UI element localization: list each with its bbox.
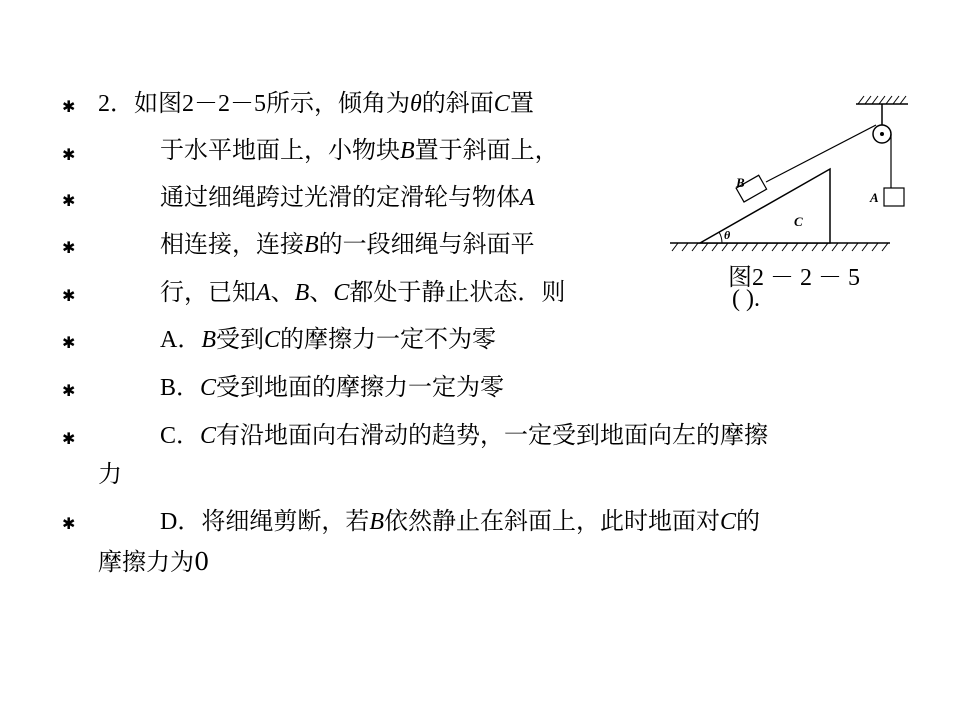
text: 通过细绳跨过光滑的定滑轮与物体 <box>160 183 520 211</box>
var-b: B <box>400 138 415 164</box>
question-number: 2． <box>98 91 134 117</box>
text: 有沿地面向右滑动的趋势，一定受到地面向左的摩擦 <box>216 421 769 449</box>
label-c: C <box>794 214 803 229</box>
var-a: A <box>256 280 271 306</box>
text: 力 <box>98 460 122 488</box>
option-label: B． <box>160 375 201 401</box>
text: 将细绳剪断，若 <box>201 507 370 535</box>
option-d-continuation <box>98 545 209 579</box>
bullet: ✱ <box>62 381 76 400</box>
option-label: A． <box>160 327 202 353</box>
bullet: ✱ <box>62 514 76 533</box>
var-c: C <box>200 375 217 401</box>
option-b[interactable] <box>98 370 504 405</box>
var-c: C <box>333 280 350 306</box>
figure-ref: 2－2－5 <box>182 91 266 117</box>
question-line-5 <box>98 275 565 310</box>
bullet: ✱ <box>62 429 76 448</box>
var-b: B <box>201 327 217 353</box>
option-d[interactable] <box>98 504 760 539</box>
text: 行，已知 <box>160 278 256 306</box>
bullet: ✱ <box>62 191 76 210</box>
incline-pulley-diagram <box>660 92 920 262</box>
option-c-continuation <box>98 457 122 491</box>
var-b: B <box>369 509 385 535</box>
answer-blank: ( ). <box>732 286 760 312</box>
ceiling <box>856 96 908 104</box>
var-c: C <box>720 509 737 535</box>
var-b: B <box>294 280 310 306</box>
option-a[interactable] <box>98 322 496 357</box>
option-label: C． <box>160 423 201 449</box>
text: 置于斜面上， <box>414 136 559 164</box>
text: 的一段细绳与斜面平 <box>318 230 535 258</box>
text: 摩擦力为0 <box>98 548 210 576</box>
block-a <box>884 188 904 206</box>
caption-number: 2 － 2 － 5 <box>752 265 860 291</box>
question-line-4 <box>98 227 535 262</box>
text: 受到 <box>216 325 265 353</box>
question-line-3 <box>98 180 535 215</box>
text: 的摩擦力一定不为零 <box>280 325 497 353</box>
text: 所示，倾角为 <box>266 89 410 117</box>
var-c: C <box>264 327 281 353</box>
text: 的 <box>736 507 761 535</box>
bullet: ✱ <box>62 238 76 257</box>
var-c: C <box>200 423 217 449</box>
question-line-2 <box>98 133 559 168</box>
var-a: A <box>520 185 535 211</box>
bullet: ✱ <box>62 97 76 116</box>
text: 、 <box>309 278 334 306</box>
var-c: C <box>493 91 510 117</box>
label-theta: θ <box>724 228 731 242</box>
ground <box>670 243 890 251</box>
pulley-axle <box>880 132 884 136</box>
text: 于水平地面上，小物块 <box>160 136 400 164</box>
option-label: D． <box>160 509 202 535</box>
caption-prefix: 图 <box>728 263 752 291</box>
label-b: B <box>736 175 745 190</box>
text: 如图 <box>134 89 182 117</box>
text: 的斜面 <box>421 89 494 117</box>
option-c[interactable] <box>98 418 768 453</box>
bullet: ✱ <box>62 333 76 352</box>
text: 都处于静止状态．则 <box>349 278 566 306</box>
bullet: ✱ <box>62 286 76 305</box>
text: 相连接，连接 <box>160 230 304 258</box>
question-line-1 <box>98 86 534 121</box>
text: 依然静止在斜面上，此时地面对 <box>384 507 721 535</box>
var-theta: θ <box>410 91 422 117</box>
text: 、 <box>270 278 295 306</box>
var-b: B <box>304 232 319 258</box>
label-a: A <box>870 190 879 205</box>
text: 置 <box>509 89 534 117</box>
text: 受到地面的摩擦力一定为零 <box>216 373 505 401</box>
bullet: ✱ <box>62 145 76 164</box>
